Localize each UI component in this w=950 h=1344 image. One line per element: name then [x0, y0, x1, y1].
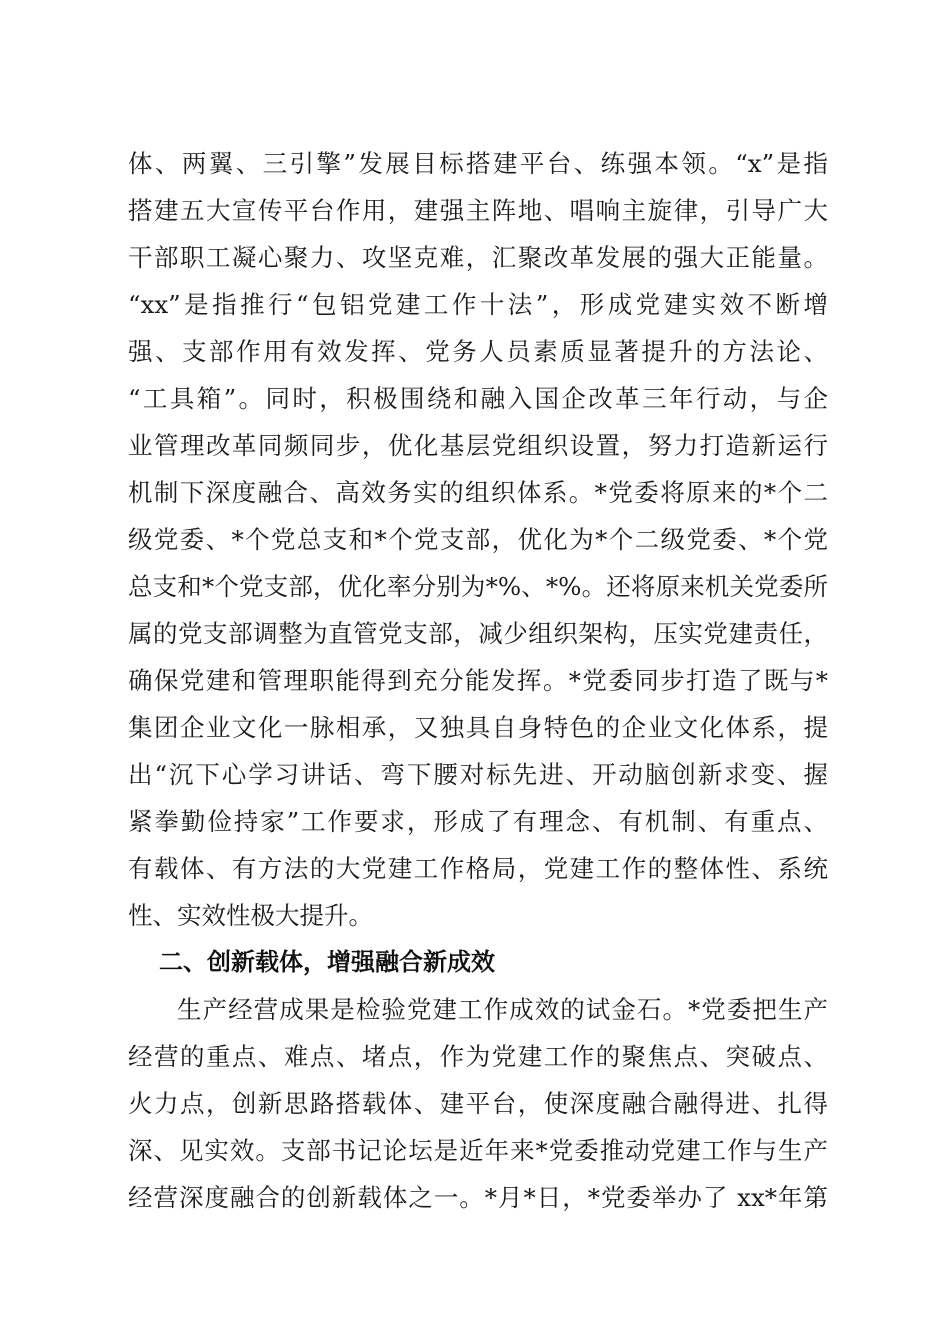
paragraph-line: 机制下深度融合、高效务实的组织体系。*党委将原来的*个二: [128, 478, 828, 507]
paragraph-line: 干部职工凝心聚力、攻坚克难，汇聚改革发展的强大正能量。: [128, 243, 828, 272]
paragraph-line: 体、两翼、三引擎”发展目标搭建平台、练强本领。“x”是指: [128, 149, 828, 178]
paragraph-line: 火力点，创新思路搭载体、建平台，使深度融合融得进、扎得: [128, 1089, 828, 1118]
paragraph-line: “工具箱”。同时，积极围绕和融入国企改革三年行动，与企: [128, 384, 828, 413]
paragraph-line: 出“沉下心学习讲话、弯下腰对标先进、开动脑创新求变、握: [128, 760, 828, 789]
paragraph-line: 经营深度融合的创新载体之一。*月*日，*党委举办了 xx*年第: [128, 1183, 828, 1212]
paragraph-line: 确保党建和管理职能得到充分能发挥。*党委同步打造了既与*: [128, 666, 828, 695]
paragraph-line: 强、支部作用有效发挥、党务人员素质显著提升的方法论、: [128, 337, 828, 366]
paragraph-line: 有载体、有方法的大党建工作格局，党建工作的整体性、系统: [128, 854, 828, 883]
paragraph-line: 深、见实效。支部书记论坛是近年来*党委推动党建工作与生产: [128, 1136, 828, 1165]
paragraph-line: 级党委、*个党总支和*个党支部，优化为*个二级党委、*个党: [128, 525, 828, 554]
paragraph-line: 性、实效性极大提升。: [128, 901, 373, 930]
paragraph-line: 业管理改革同频同步，优化基层党组织设置，努力打造新运行: [128, 431, 828, 460]
document-body: [128, 140, 828, 1221]
paragraph-line: 总支和*个党支部，优化率分别为*%、*%。还将原来机关党委所: [128, 572, 828, 601]
paragraph-line: 集团企业文化一脉相承，又独具自身特色的企业文化体系，提: [128, 713, 828, 742]
paragraph-line: 生产经营成果是检验党建工作成效的试金石。*党委把生产: [177, 995, 828, 1024]
paragraph-line: “xx”是指推行“包铝党建工作十法”，形成党建实效不断增: [128, 290, 828, 319]
paragraph-line: 经营的重点、难点、堵点，作为党建工作的聚焦点、突破点、: [128, 1042, 828, 1071]
paragraph-line: 搭建五大宣传平台作用，建强主阵地、唱响主旋律，引导广大: [128, 196, 828, 225]
paragraph-line: 属的党支部调整为直管党支部，减少组织架构，压实党建责任，: [128, 619, 828, 648]
section-heading: 二、创新载体，增强融合新成效: [159, 948, 495, 976]
paragraph-line: 紧拳勤俭持家”工作要求，形成了有理念、有机制、有重点、: [128, 807, 828, 836]
